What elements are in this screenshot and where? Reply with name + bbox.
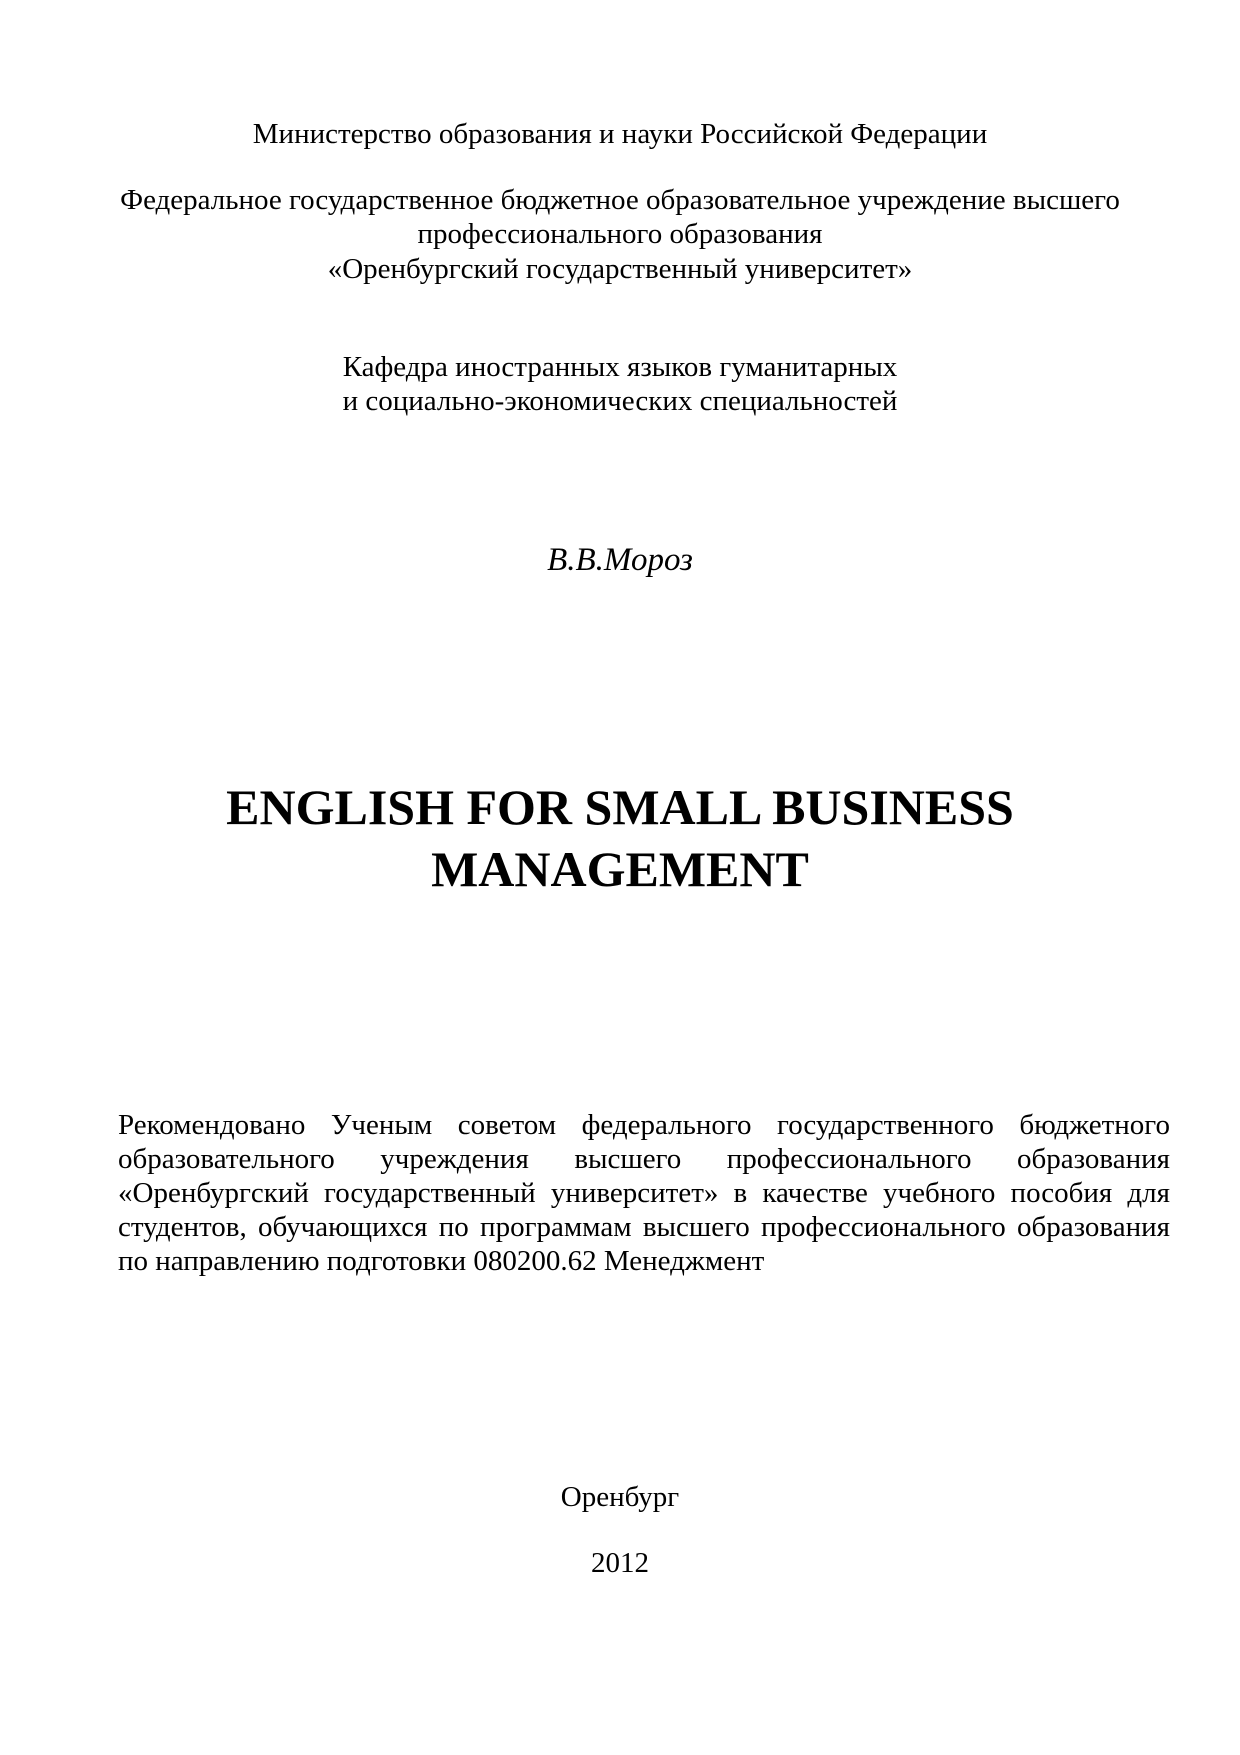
rec-word: высшего	[574, 1143, 682, 1175]
recommendation-line-2	[118, 1142, 1170, 1176]
recommendation-line-1	[118, 1108, 1170, 1142]
rec-word: учреждения	[380, 1143, 529, 1175]
rec-word: качестве	[762, 1177, 868, 1209]
rec-word: Ученым	[330, 1109, 433, 1141]
year: 2012	[591, 1547, 649, 1579]
rec-word: образования	[1017, 1211, 1170, 1243]
rec-word: университет»	[550, 1177, 719, 1209]
book-title-line-2: MANAGEMENT	[431, 841, 809, 897]
rec-word: программам	[480, 1211, 632, 1243]
rec-word: «Оренбургский	[118, 1177, 309, 1209]
rec-word: государственного	[777, 1109, 994, 1141]
rec-word: профессионального	[726, 1143, 972, 1175]
institution-line-3: «Оренбургский государственный университет»	[327, 253, 913, 285]
rec-word: высшего	[642, 1211, 750, 1243]
rec-word: учебного	[883, 1177, 996, 1209]
book-title-line-1: ENGLISH FOR SMALL BUSINESS	[226, 779, 1014, 835]
rec-word: по	[438, 1211, 469, 1243]
ministry-line: Министерство образования и науки Российской Федерации	[252, 118, 988, 150]
institution-line-2: профессионального образования	[417, 218, 823, 250]
rec-word: государственный	[324, 1177, 536, 1209]
rec-word: Рекомендовано	[118, 1109, 306, 1141]
recommendation-line-4	[118, 1210, 1170, 1244]
author-name: В.В.Мороз	[547, 542, 693, 578]
rec-word: образовательного	[118, 1143, 335, 1175]
rec-word: профессионального	[761, 1211, 1006, 1243]
rec-word: студентов,	[118, 1211, 247, 1243]
department-line-2: и социально-экономических специальностей	[342, 385, 898, 417]
rec-word: бюджетного	[1019, 1109, 1170, 1141]
rec-line-text: по направлению подготовки 080200.62 Менеджмент	[118, 1245, 765, 1277]
city: Оренбург	[560, 1481, 680, 1513]
rec-word: в	[733, 1177, 748, 1209]
rec-word: советом	[457, 1109, 557, 1141]
rec-word: пособия	[1010, 1177, 1113, 1209]
institution-line-1: Федеральное государственное бюджетное образовательное учреждение высшего	[120, 184, 1120, 216]
rec-word: обучающихся	[257, 1211, 428, 1243]
recommendation-line-3	[118, 1176, 1170, 1210]
recommendation-line-5	[118, 1244, 1170, 1278]
rec-word: федерального	[581, 1109, 752, 1141]
rec-word: образования	[1016, 1143, 1170, 1175]
rec-word: для	[1127, 1177, 1170, 1209]
department-line-1: Кафедра иностранных языков гуманитарных	[342, 351, 898, 383]
